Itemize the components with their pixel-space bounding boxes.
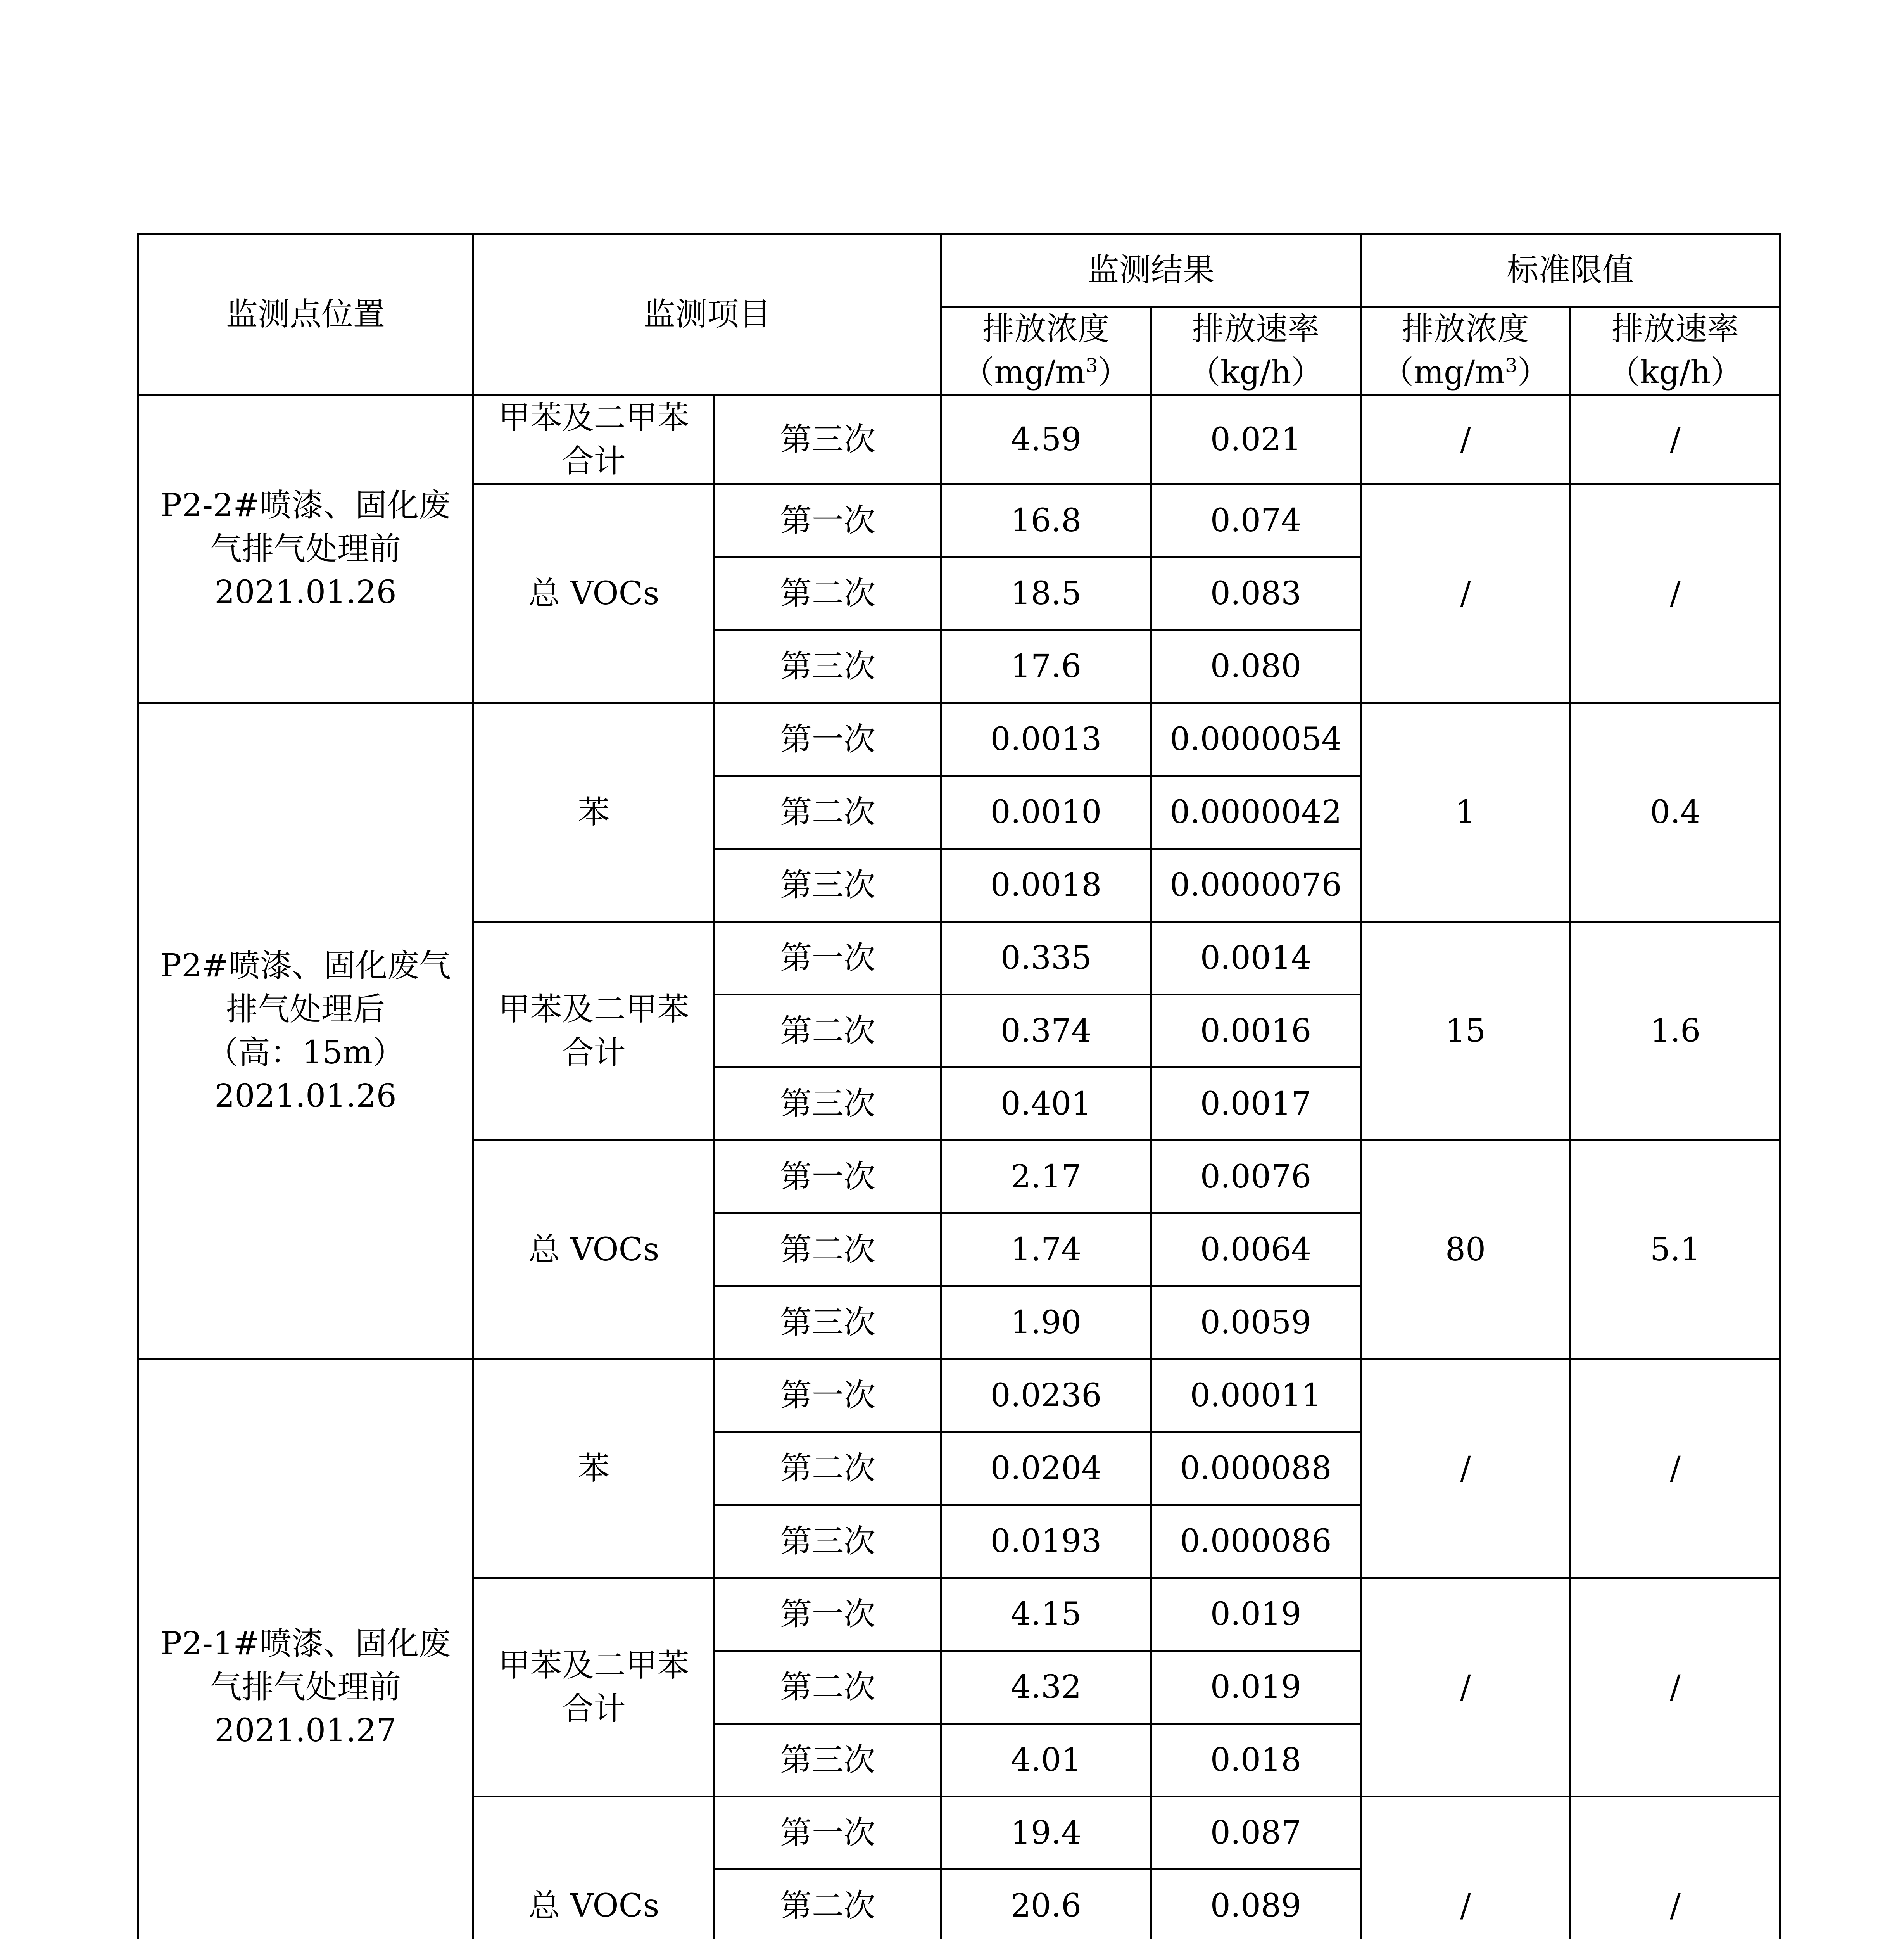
rate-cell: 0.080 [1151, 630, 1361, 703]
run-cell: 第一次 [715, 1359, 941, 1432]
run-cell: 第一次 [715, 1797, 941, 1870]
rate-cell: 0.00011 [1151, 1359, 1361, 1432]
limit-conc-cell: 80 [1361, 1141, 1571, 1359]
rate-cell: 0.018 [1151, 1724, 1361, 1797]
pollutant-cell [473, 1797, 715, 1939]
location-line: P2-1#喷漆、固化废 [161, 1625, 451, 1662]
pollutant-line: 合计 [562, 1034, 626, 1071]
location-line: 气排气处理前 [210, 1668, 401, 1706]
conc-cell: 0.0236 [941, 1359, 1151, 1432]
pollutant-line: 苯 [578, 1450, 610, 1487]
header-rate-unit: （kg/h） [1188, 354, 1323, 391]
conc-cell: 0.335 [941, 922, 1151, 995]
conc-cell: 0.0018 [941, 849, 1151, 922]
run-cell: 第二次 [715, 557, 941, 630]
conc-cell: 1.74 [941, 1213, 1151, 1286]
rate-cell: 0.087 [1151, 1797, 1361, 1870]
rate-cell: 0.0076 [1151, 1141, 1361, 1213]
pollutant-cell [473, 703, 715, 922]
rate-cell: 0.0017 [1151, 1068, 1361, 1141]
rate-cell: 0.019 [1151, 1578, 1361, 1651]
run-cell: 第三次 [715, 849, 941, 922]
rate-cell: 0.083 [1151, 557, 1361, 630]
header-conc-label: 排放浓度 [1402, 311, 1529, 347]
table-row [138, 396, 1780, 484]
run-cell: 第一次 [715, 484, 941, 557]
run-cell: 第三次 [715, 1724, 941, 1797]
location-line: P2-2#喷漆、固化废 [161, 487, 451, 524]
rate-cell: 0.019 [1151, 1651, 1361, 1724]
pollutant-line: 合计 [562, 1690, 626, 1727]
run-cell: 第二次 [715, 1651, 941, 1724]
location-line: 2021.01.27 [214, 1712, 397, 1749]
limit-conc-cell: / [1361, 484, 1571, 703]
rate-cell: 0.021 [1151, 396, 1361, 484]
conc-cell: 18.5 [941, 557, 1151, 630]
location-cell [138, 396, 473, 703]
location-line: P2#喷漆、固化废气 [160, 947, 451, 984]
conc-cell: 0.374 [941, 995, 1151, 1068]
limit-rate-cell: 1.6 [1571, 922, 1780, 1141]
rate-cell: 0.000086 [1151, 1505, 1361, 1578]
rate-cell: 0.0000042 [1151, 776, 1361, 849]
location-line: （高：15m） [206, 1034, 405, 1071]
table-row [138, 1359, 1780, 1432]
pollutant-cell [473, 396, 715, 484]
run-cell: 第三次 [715, 1505, 941, 1578]
conc-cell: 4.15 [941, 1578, 1151, 1651]
conc-cell: 0.0193 [941, 1505, 1151, 1578]
run-cell: 第三次 [715, 630, 941, 703]
pollutant-cell [473, 1359, 715, 1578]
pollutant-line: 合计 [562, 443, 626, 480]
location-line: 2021.01.26 [214, 1077, 397, 1115]
pollutant-line: 总 VOCs [528, 1231, 659, 1268]
limit-rate-cell: 0.4 [1571, 703, 1780, 922]
conc-cell: 1.90 [941, 1286, 1151, 1359]
run-cell: 第三次 [715, 1286, 941, 1359]
run-cell: 第二次 [715, 1213, 941, 1286]
pollutant-cell [473, 1141, 715, 1359]
run-cell: 第一次 [715, 922, 941, 995]
header-item: 监测项目 [473, 234, 941, 396]
header-conc-unit: $(mg/m^3)$ [1382, 354, 1549, 391]
rate-cell: 0.0014 [1151, 922, 1361, 995]
limit-rate-cell: / [1571, 484, 1780, 703]
limit-conc-cell: 15 [1361, 922, 1571, 1141]
limit-rate-cell: / [1571, 1359, 1780, 1578]
limit-conc-cell: 1 [1361, 703, 1571, 922]
rate-cell: 0.000088 [1151, 1432, 1361, 1505]
pollutant-line: 甲苯及二甲苯 [498, 990, 689, 1028]
pollutant-cell [473, 484, 715, 703]
limit-conc-cell: / [1361, 1797, 1571, 1939]
header-rate-unit: （kg/h） [1608, 354, 1743, 391]
location-cell [138, 1359, 473, 1939]
run-cell: 第一次 [715, 1578, 941, 1651]
header-result-conc [941, 307, 1151, 396]
location-cell [138, 703, 473, 1359]
conc-cell: 4.32 [941, 1651, 1151, 1724]
conc-cell: 0.0204 [941, 1432, 1151, 1505]
conc-cell: 0.0013 [941, 703, 1151, 776]
limit-rate-cell: / [1571, 396, 1780, 484]
rate-cell: 0.074 [1151, 484, 1361, 557]
pollutant-cell [473, 922, 715, 1141]
pollutant-line: 总 VOCs [528, 575, 659, 612]
rate-cell: 0.0059 [1151, 1286, 1361, 1359]
monitoring-results-table [137, 233, 1781, 1939]
header-conc-label: 排放浓度 [982, 311, 1110, 347]
header-results: 监测结果 [941, 234, 1361, 307]
pollutant-line: 甲苯及二甲苯 [498, 1647, 689, 1684]
run-cell: 第三次 [715, 396, 941, 484]
conc-cell: 19.4 [941, 1797, 1151, 1870]
conc-cell: 2.17 [941, 1141, 1151, 1213]
monitoring-results-page [137, 233, 1779, 1939]
limit-rate-cell: / [1571, 1797, 1780, 1939]
run-cell: 第二次 [715, 776, 941, 849]
location-line: 排气处理后 [226, 990, 385, 1028]
run-cell: 第二次 [715, 1432, 941, 1505]
pollutant-cell [473, 1578, 715, 1797]
pollutant-line: 苯 [578, 793, 610, 831]
rate-cell: 0.0064 [1151, 1213, 1361, 1286]
table-header-row [138, 234, 1780, 307]
header-limits: 标准限值 [1361, 234, 1780, 307]
rate-cell: 0.0000054 [1151, 703, 1361, 776]
limit-rate-cell: / [1571, 1578, 1780, 1797]
header-conc-unit: $(mg/m^3)$ [962, 354, 1130, 391]
header-rate-label: 排放速率 [1192, 311, 1320, 347]
run-cell: 第二次 [715, 995, 941, 1068]
limit-conc-cell: / [1361, 1359, 1571, 1578]
limit-conc-cell: / [1361, 1578, 1571, 1797]
conc-cell: 0.0010 [941, 776, 1151, 849]
run-cell: 第三次 [715, 1068, 941, 1141]
rate-cell: 0.089 [1151, 1870, 1361, 1939]
location-line: 2021.01.26 [214, 574, 397, 611]
run-cell: 第一次 [715, 703, 941, 776]
header-result-rate [1151, 307, 1361, 396]
rate-cell: 0.0000076 [1151, 849, 1361, 922]
header-limit-conc [1361, 307, 1571, 396]
header-rate-label: 排放速率 [1612, 311, 1739, 347]
conc-cell: 17.6 [941, 630, 1151, 703]
conc-cell: 16.8 [941, 484, 1151, 557]
pollutant-line: 总 VOCs [528, 1887, 659, 1924]
header-location: 监测点位置 [138, 234, 473, 396]
table-row [138, 703, 1780, 776]
conc-cell: 4.59 [941, 396, 1151, 484]
pollutant-line: 甲苯及二甲苯 [498, 399, 689, 436]
limit-rate-cell: 5.1 [1571, 1141, 1780, 1359]
conc-cell: 0.401 [941, 1068, 1151, 1141]
rate-cell: 0.0016 [1151, 995, 1361, 1068]
header-limit-rate [1571, 307, 1780, 396]
run-cell: 第二次 [715, 1870, 941, 1939]
conc-cell: 20.6 [941, 1870, 1151, 1939]
run-cell: 第一次 [715, 1141, 941, 1213]
limit-conc-cell: / [1361, 396, 1571, 484]
conc-cell: 4.01 [941, 1724, 1151, 1797]
location-line: 气排气处理前 [210, 531, 401, 567]
